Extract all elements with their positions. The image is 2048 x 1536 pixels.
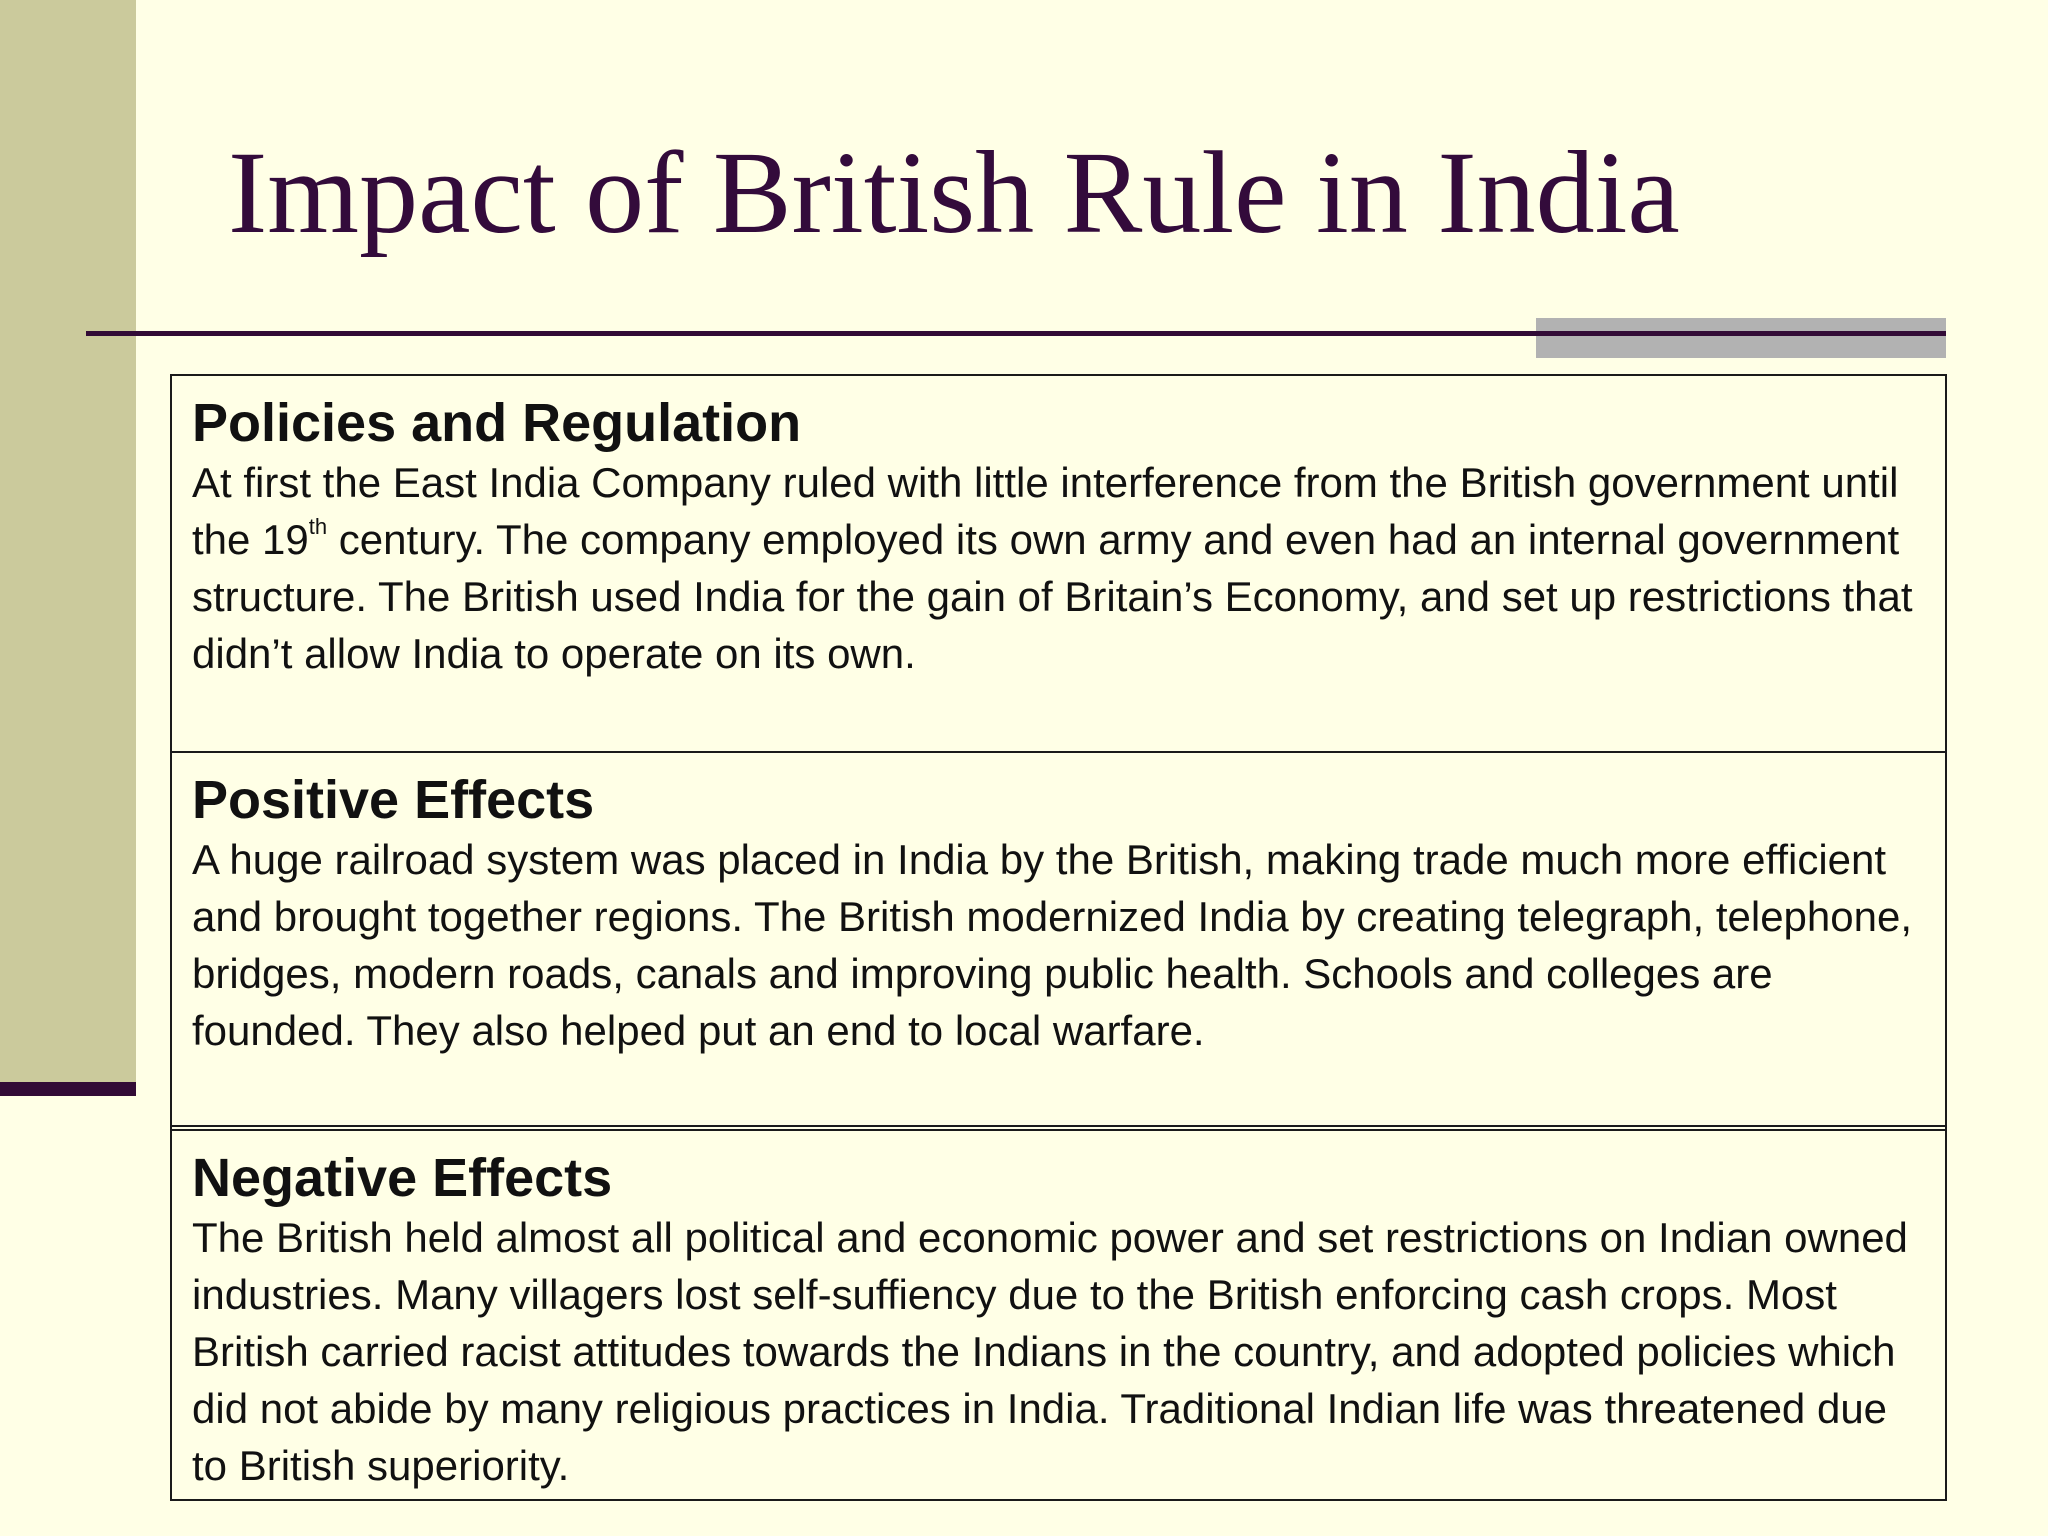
content-table [170, 374, 1947, 1501]
section-body-text: At first the East India Company ruled with little interference from the British government until the 19 [192, 459, 1899, 564]
section-body-text: century. The company employed its own army and even had an internal government structure. The British used India for the gain of Britain’s Economy, and set up restrictions that didn’t allow India to operate on its own. [192, 516, 1913, 678]
section-heading: Positive Effects [192, 770, 595, 830]
section-body [192, 454, 1927, 682]
left-decorative-bar [0, 0, 136, 1082]
ordinal-suffix: th [308, 514, 328, 540]
section-negative-effects [172, 1125, 1945, 1499]
section-policies-and-regulation [172, 376, 1945, 751]
section-body: The British held almost all political and economic power and set restrictions on Indian owned industries. Many villagers lost self-suffiency due to the British enforcing cash crops. Most British carried racist attitudes towards the Indians in the country, and adopted policies which did not abide by many religious practices in India. Traditional Indian life was threatened due to British superiority. [192, 1214, 1908, 1490]
title-rule-accent [1536, 318, 1946, 358]
slide-title: Impact of British Rule in India [228, 127, 1680, 258]
title-rule-accent-line [1536, 331, 1946, 336]
section-heading: Negative Effects [192, 1148, 613, 1208]
left-bar-bottom-accent [0, 1082, 136, 1096]
section-positive-effects [172, 751, 1945, 1125]
section-body: A huge railroad system was placed in India by the British, making trade much more efficient and brought together regions. The British modernized India by creating telegraph, telephone, bridges, modern roads, canals and improving public health. Schools and colleges are founded. They also helped put an end to local warfare. [192, 836, 1913, 1055]
section-heading: Policies and Regulation [192, 393, 802, 453]
